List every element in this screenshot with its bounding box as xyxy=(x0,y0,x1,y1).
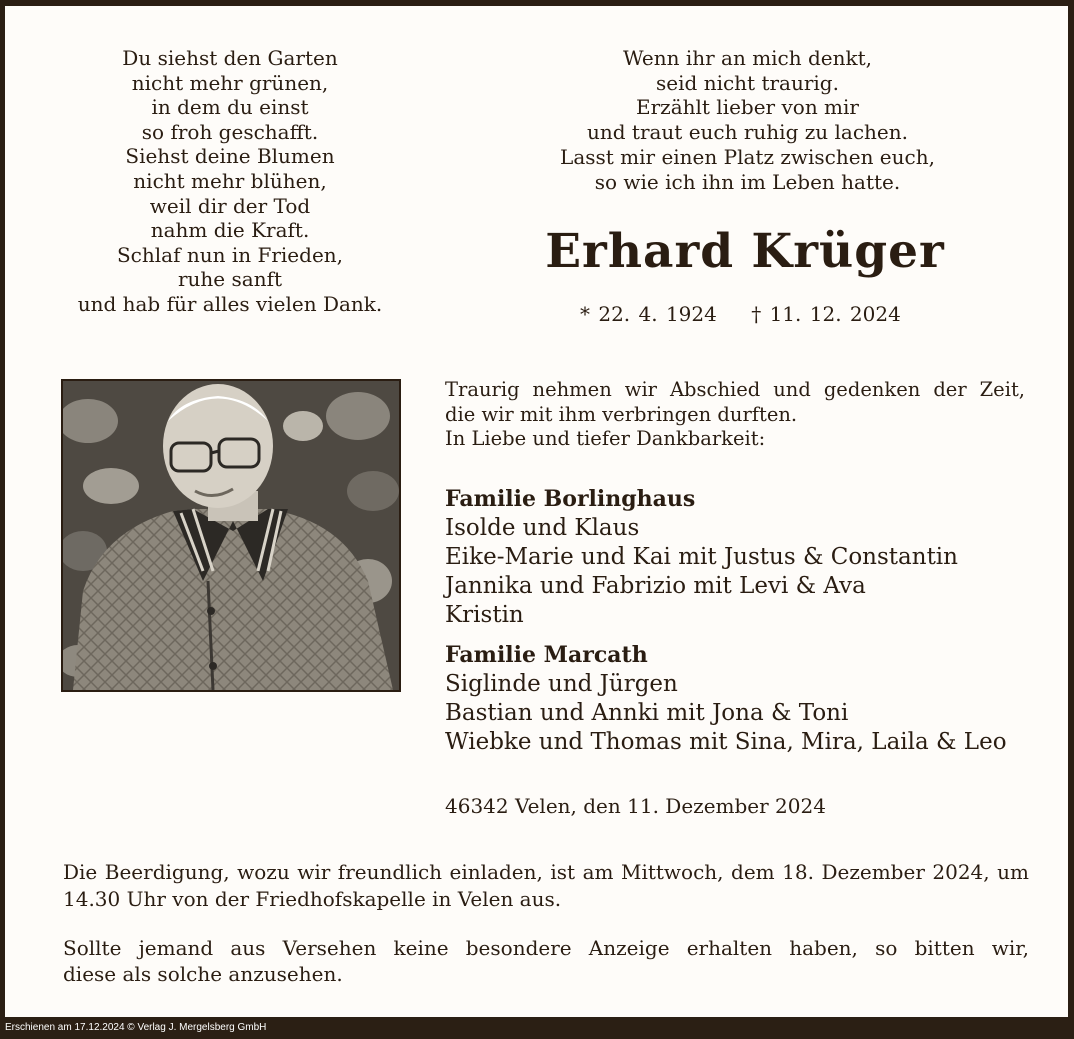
death-date: † 11. 12. 2024 xyxy=(751,302,901,326)
place-date: 46342 Velen, den 11. Dezember 2024 xyxy=(445,794,826,818)
poem-line: Erzählt lieber von mir xyxy=(636,95,859,120)
intro-line: In Liebe und tiefer Dankbarkeit: xyxy=(445,427,766,450)
birth-date: * 22. 4. 1924 xyxy=(580,302,717,326)
portrait-photo xyxy=(61,379,401,692)
burial-notice xyxy=(63,859,1029,912)
intro-line: die wir mit ihm verbringen durften. xyxy=(445,402,798,426)
intro-line: Traurig nehmen wir Abschied und gedenken der Zeit, xyxy=(445,378,1025,401)
note-line: Sollte jemand aus Versehen keine besondere Anzeige erhalten haben, so bitten wir, xyxy=(63,936,1029,960)
poem-left xyxy=(45,46,415,317)
family-borlinghaus xyxy=(445,485,1045,630)
family-heading: Familie Borlinghaus xyxy=(445,486,696,512)
note-line: diese als solche anzusehen. xyxy=(63,961,343,986)
family-member: Wiebke und Thomas mit Sina, Mira, Laila & Leo xyxy=(445,729,1007,755)
family-member: Bastian und Annki mit Jona & Toni xyxy=(445,700,849,726)
poem-line: Siehst deine Blumen xyxy=(125,144,335,169)
burial-line: 14.30 Uhr von der Friedhofskapelle in Velen aus. xyxy=(63,886,562,911)
poem-line: Du siehst den Garten xyxy=(122,46,338,70)
family-member: Jannika und Fabrizio mit Levi & Ava xyxy=(445,573,866,599)
poem-line: Schlaf nun in Frieden, xyxy=(116,242,344,267)
poem-line: und hab für alles vielen Dank. xyxy=(77,291,383,316)
poem-line: weil dir der Tod xyxy=(149,193,311,218)
portrait-image xyxy=(63,381,399,690)
poem-line: in dem du einst xyxy=(151,95,309,120)
family-member: Eike-Marie und Kai mit Justus & Constantin xyxy=(445,544,958,570)
poem-line: so wie ich ihn im Leben hatte. xyxy=(594,169,901,194)
poem-line: Wenn ihr an mich denkt, xyxy=(622,46,873,70)
obituary-card xyxy=(5,6,1068,1017)
poem-line: nicht mehr grünen, xyxy=(131,70,329,95)
poem-line: ruhe sanft xyxy=(177,267,283,292)
poem-line: Lasst mir einen Platz zwischen euch, xyxy=(560,144,935,169)
family-heading: Familie Marcath xyxy=(445,642,648,668)
burial-line: Die Beerdigung, wozu wir freundlich einladen, ist am Mittwoch, dem 18. Dezember 2024, um xyxy=(63,860,1029,884)
notice-note xyxy=(63,936,1029,987)
family-marcath xyxy=(445,641,1045,757)
family-member: Kristin xyxy=(445,602,524,628)
poem-line: nicht mehr blühen, xyxy=(133,168,327,193)
poem-line: so froh geschafft. xyxy=(141,119,319,144)
family-member: Siglinde und Jürgen xyxy=(445,671,678,697)
life-dates xyxy=(580,302,910,326)
poem-line: und traut euch ruhig zu lachen. xyxy=(586,120,908,145)
intro-text xyxy=(445,378,1025,452)
poem-right xyxy=(525,46,970,194)
family-member: Isolde und Klaus xyxy=(445,515,640,541)
deceased-name: Erhard Krüger xyxy=(545,224,945,279)
poem-line: nahm die Kraft. xyxy=(150,218,310,243)
poem-line: seid nicht traurig. xyxy=(656,70,839,95)
publication-footer: Erschienen am 17.12.2024 © Verlag J. Mergelsberg GmbH xyxy=(0,1017,1074,1039)
